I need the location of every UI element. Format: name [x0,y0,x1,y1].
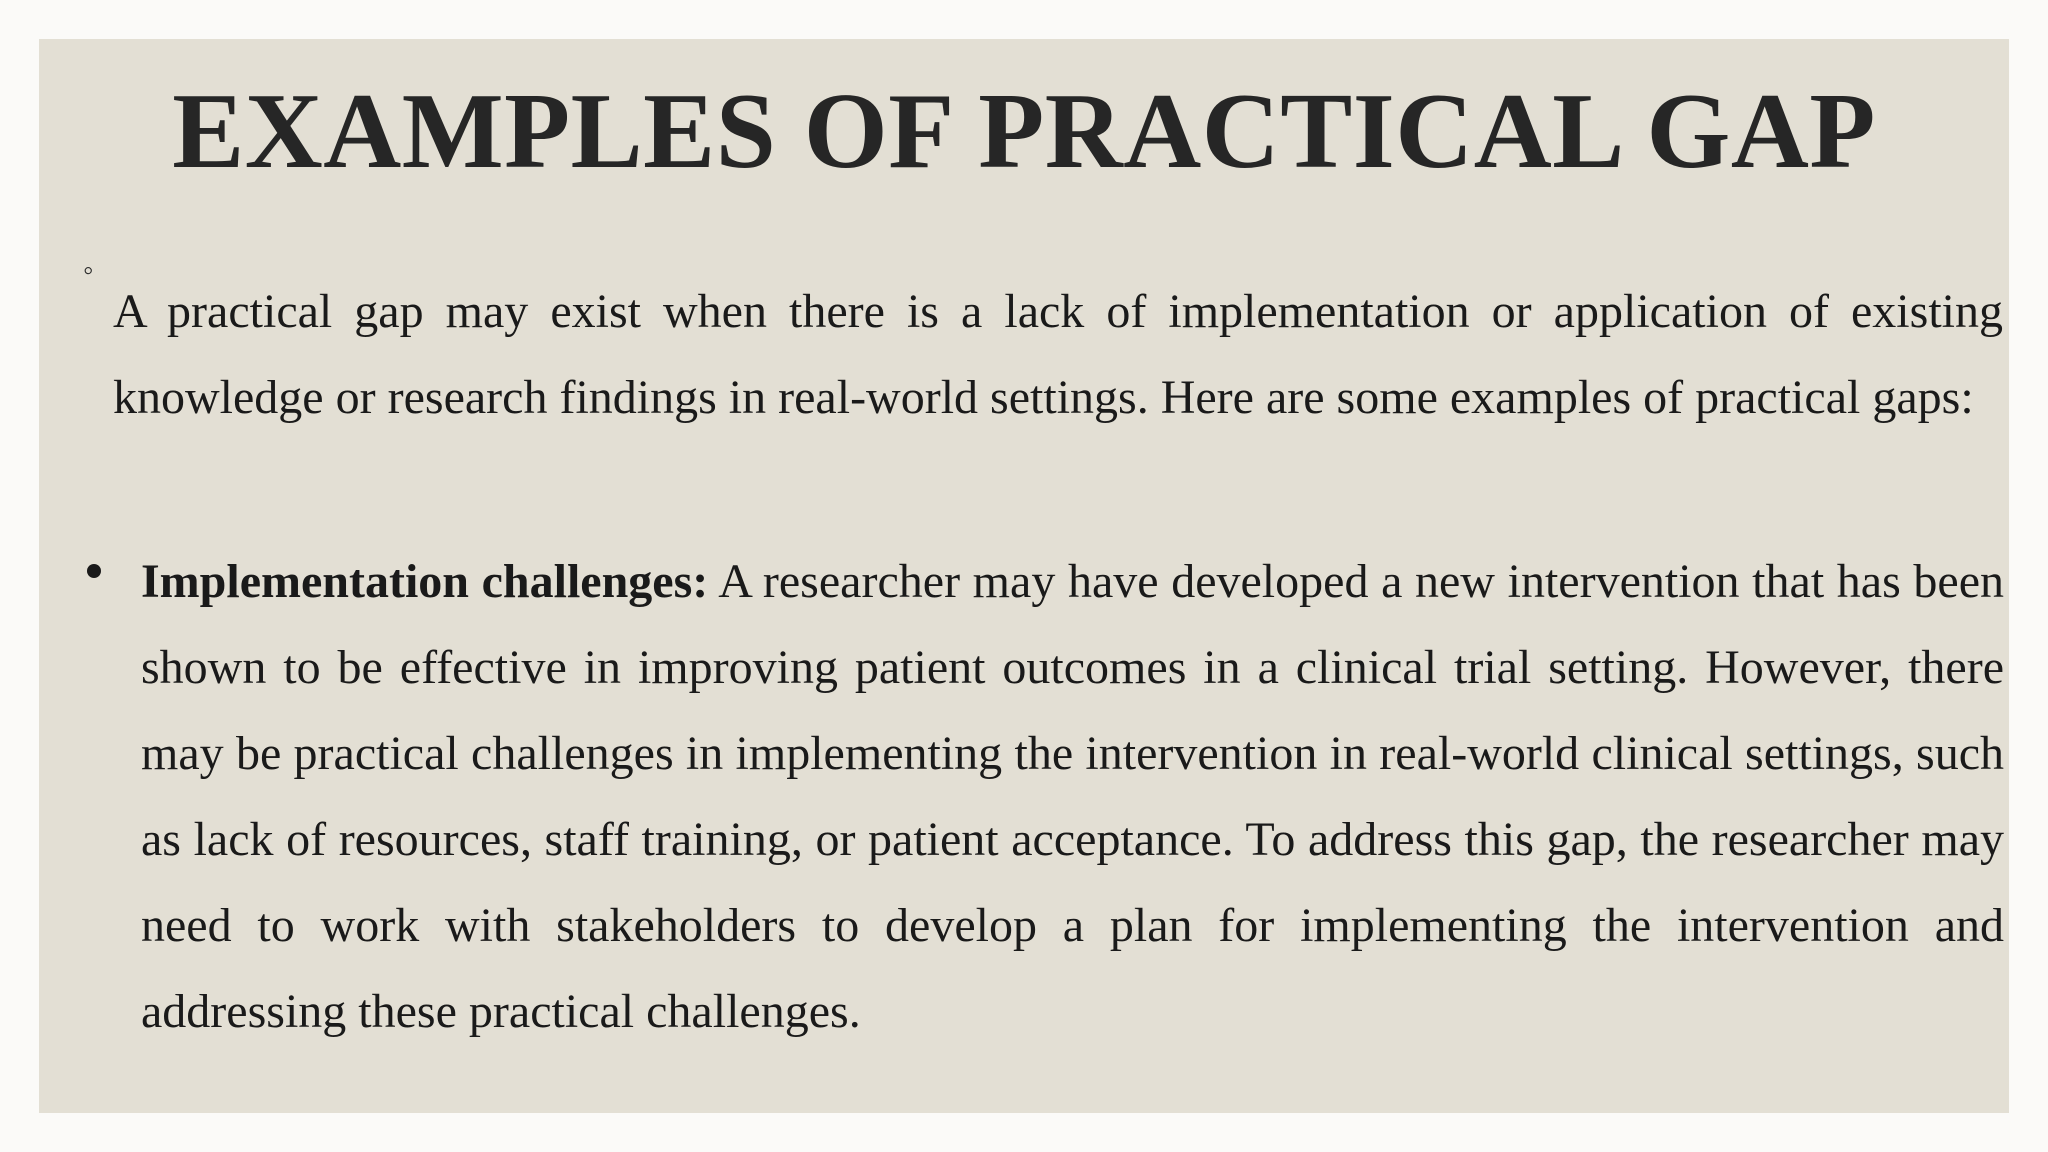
filled-circle-bullet-icon [87,564,101,578]
slide [39,39,2009,1113]
list-item-heading: Implementation challenges: [141,555,709,608]
list-item [141,539,2004,1055]
slide-title: EXAMPLES OF PRACTICAL GAP [172,72,1876,191]
hollow-circle-bullet-icon: ◦ [83,254,94,287]
list-item-text: A researcher may have developed a new intervention that has been shown to be effective in improving patient outcomes in a clinical trial setting. However, there may be practical challenges in implementing the intervention in real-world clinical settings, such as lack of resources, staff training, or patient acceptance. To address this gap, the researcher may need to work with stakeholders to develop a plan for implementing the intervention and addressing these practical challenges. [141,555,2005,1038]
intro-paragraph: A practical gap may exist when there is a lack of implementation or application of existing knowledge or research findings in real-world settings. Here are some examples of practical gaps: [113,285,2003,424]
